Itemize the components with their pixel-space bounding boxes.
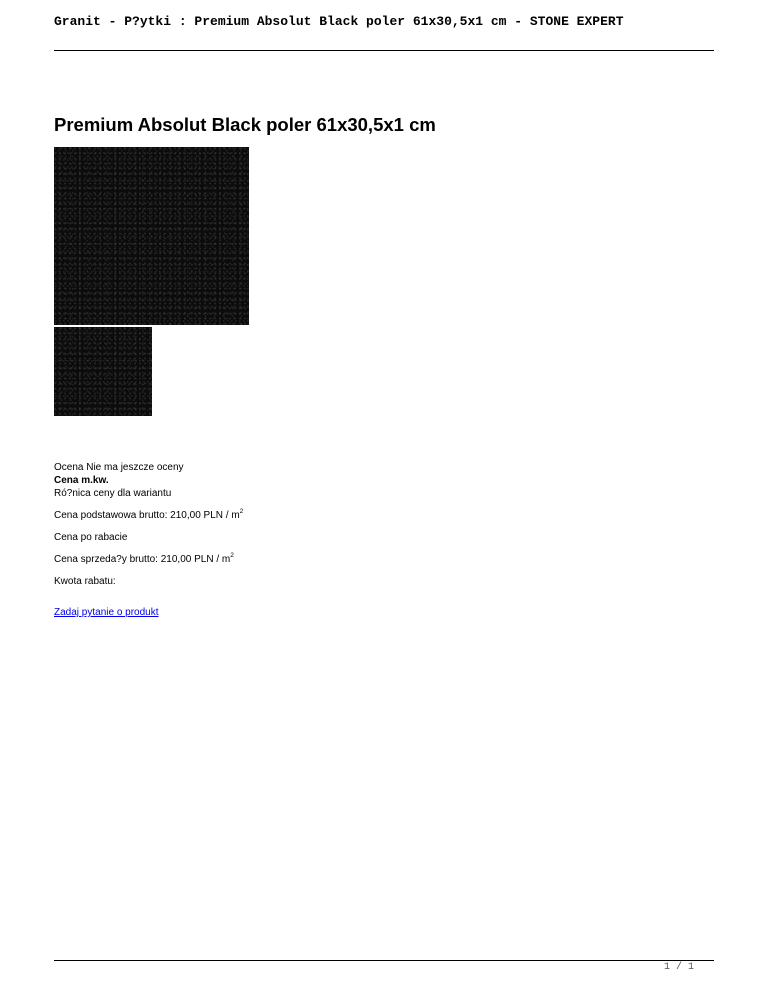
product-info [54,461,243,619]
discount-amount: Kwota rabatu: [54,576,116,587]
rating-text: Ocena Nie ma jeszcze oceny [54,462,184,473]
base-price-unit-exponent: 2 [239,508,244,515]
footer-divider [54,960,714,961]
base-price [54,509,243,522]
sale-price-unit-exponent: 2 [230,552,234,559]
page-header: Granit - P?ytki : Premium Absolut Black poler 61x30,5x1 cm - STONE EXPERT [54,14,624,29]
ask-question-link[interactable]: Zadaj pytanie o produkt [54,607,159,618]
base-price-text: Cena podstawowa brutto: 210,00 PLN / m [54,510,240,521]
variant-price-difference: Ró?nica ceny dla wariantu [54,488,172,499]
page-number: 1 / 1 [663,962,694,973]
sale-price-text: Cena sprzeda?y brutto: 210,00 PLN / m [54,554,231,565]
discounted-price: Cena po rabacie [54,532,128,543]
product-main-image[interactable] [54,147,249,325]
sale-price [54,553,243,566]
product-thumbnail-image[interactable] [54,327,152,416]
product-title: Premium Absolut Black poler 61x30,5x1 cm [54,114,436,135]
price-label: Cena m.kw. [54,475,109,486]
header-divider [54,50,714,51]
